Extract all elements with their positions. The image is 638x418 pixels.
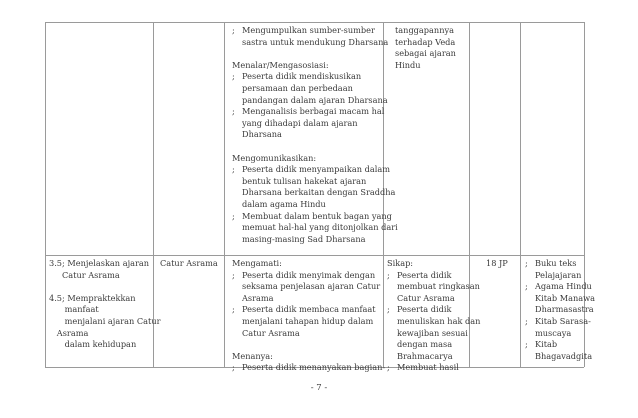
text-line: Mengumpulkan sumber-sumber xyxy=(242,25,375,35)
row-divider xyxy=(45,255,584,256)
section-heading: Mengamati: xyxy=(232,258,282,268)
text-line: yang dihadapi dalam ajaran xyxy=(242,117,358,128)
list-item xyxy=(232,106,398,141)
text-line: 3.5; Menjelaskan ajaran xyxy=(49,258,150,268)
text-line: dalam agama Hindu xyxy=(242,198,326,209)
row1-kegiatan-cell xyxy=(232,25,398,245)
bullet-marker: ; xyxy=(232,269,235,280)
text-line: Kitab xyxy=(535,339,558,350)
text-line: Catur Asrama xyxy=(397,292,455,303)
text-line: muscaya xyxy=(535,327,572,338)
row2-penilaian-cell xyxy=(387,258,480,374)
text-line: Brahmacarya xyxy=(397,350,453,361)
column-divider xyxy=(520,22,521,367)
text-line: bentuk tulisan hakekat ajaran xyxy=(242,175,367,186)
bullet-marker: ; xyxy=(387,362,390,373)
text-line: Pelajajaran xyxy=(535,269,582,280)
row1-penilaian-cell xyxy=(395,25,456,71)
bullet-marker: ; xyxy=(525,281,528,292)
bullet-marker: ; xyxy=(232,71,235,82)
bullet-marker: ; xyxy=(525,315,528,326)
section-heading: Menanya: xyxy=(232,350,273,361)
list-item xyxy=(232,362,385,374)
text-line: tanggapannya xyxy=(395,25,454,35)
text-line: Dharsana berkaitan dengan Sraddha xyxy=(242,187,396,198)
list-item xyxy=(232,304,385,339)
text-line: Agama Hindu xyxy=(535,281,592,292)
text-line: Menganalisis berbagai macam hal xyxy=(242,106,385,117)
list-item xyxy=(525,258,595,281)
page-number: - 7 - xyxy=(310,383,328,393)
section-heading: Menalar/Mengasosiasi: xyxy=(232,59,329,70)
text-line: memuat hal-hal yang ditonjolkan dari xyxy=(242,222,398,233)
spacer xyxy=(49,281,161,293)
text-line: membuat ringkasan xyxy=(397,281,480,292)
text-line: Membuat dalam bentuk bagan yang xyxy=(242,210,392,221)
text-line: sebagai ajaran xyxy=(395,48,456,59)
text-line: masing-masing Sad Dharsana xyxy=(242,233,366,244)
text-line: dalam kehidupan xyxy=(49,339,137,350)
list-item xyxy=(525,316,595,339)
text-line: Peserta didik menyampaikan dalam xyxy=(242,164,391,175)
text-line: Dharsana xyxy=(242,129,282,140)
list-item xyxy=(387,304,480,362)
text-line: Peserta didik xyxy=(397,269,452,280)
bullet-marker: ; xyxy=(525,339,528,350)
text-line: dengan masa xyxy=(397,339,453,350)
list-item xyxy=(232,211,398,246)
bullet-marker: ; xyxy=(232,25,235,35)
text-line: seksama penjelasan ajaran Catur xyxy=(242,281,381,292)
bullet-marker: ; xyxy=(232,164,235,175)
row2-kegiatan-cell xyxy=(232,258,385,374)
text-line: Asrama xyxy=(49,327,89,338)
list-item xyxy=(232,270,385,305)
text-line: persamaan dan perbedaan xyxy=(242,82,353,93)
section-heading: Mengomunikasikan: xyxy=(232,152,317,163)
text-line: Peserta didik menyimak dengan xyxy=(242,269,376,280)
text-line: Dharmasastra xyxy=(535,304,594,315)
spacer xyxy=(232,141,398,153)
text-line: 4.5; Mempraktekkan xyxy=(49,292,136,303)
text-line: Hindu xyxy=(395,59,421,70)
section-heading: Sikap: xyxy=(387,258,414,268)
row2-materi-cell xyxy=(160,258,218,270)
text-line: Asrama xyxy=(242,292,274,303)
row2-kd-cell xyxy=(49,258,161,351)
list-item xyxy=(525,281,595,316)
list-item xyxy=(525,339,595,362)
text-line: manfaat xyxy=(49,304,99,315)
row2-sumber-cell xyxy=(525,258,595,362)
list-item xyxy=(387,270,480,305)
text-line: Kitab Sarasa- xyxy=(535,315,591,326)
spacer xyxy=(232,339,385,351)
text-line: Peserta didik mendiskusikan xyxy=(242,71,362,82)
text-line: sastra untuk mendukung Dharsana xyxy=(242,36,389,47)
list-item xyxy=(232,71,398,106)
list-item xyxy=(387,362,480,374)
bullet-marker: ; xyxy=(525,258,528,268)
materi-text: Catur Asrama xyxy=(160,258,218,268)
text-line: Catur Asrama xyxy=(49,269,120,280)
list-item xyxy=(232,25,398,48)
text-line: Membuat hasil xyxy=(397,362,459,373)
bullet-marker: ; xyxy=(232,106,235,117)
row2-waktu-cell xyxy=(486,258,508,270)
text-line: menjalani ajaran Catur xyxy=(49,315,161,326)
text-line: menjalani tahapan hidup dalam xyxy=(242,315,374,326)
list-item xyxy=(232,164,398,210)
bullet-marker: ; xyxy=(232,304,235,315)
bullet-marker: ; xyxy=(387,269,390,280)
text-line: Peserta didik membaca manfaat xyxy=(242,304,376,315)
text-line: Bhagavadgita xyxy=(535,350,593,361)
bullet-marker: ; xyxy=(232,362,235,373)
text-line: Buku teks xyxy=(535,258,577,268)
spacer xyxy=(232,48,398,60)
text-line: terhadap Veda xyxy=(395,36,456,47)
text-line: Peserta didik xyxy=(397,304,452,315)
text-line: Kitab Manawa xyxy=(535,292,596,303)
table-left-border xyxy=(45,22,46,367)
text-line: pandangan dalam ajaran Dharsana xyxy=(242,94,388,105)
text-line: kewajiban sesuai xyxy=(397,327,468,338)
column-divider xyxy=(224,22,225,367)
text-line: Peserta didik menanyakan bagian- xyxy=(242,362,386,373)
text-line: Catur Asrama xyxy=(242,327,300,338)
waktu-text: 18 JP xyxy=(486,258,508,268)
bullet-marker: ; xyxy=(232,210,235,221)
bullet-marker: ; xyxy=(387,304,390,315)
text-line: menuliskan hak dan xyxy=(397,315,481,326)
table-top-border xyxy=(45,22,584,23)
